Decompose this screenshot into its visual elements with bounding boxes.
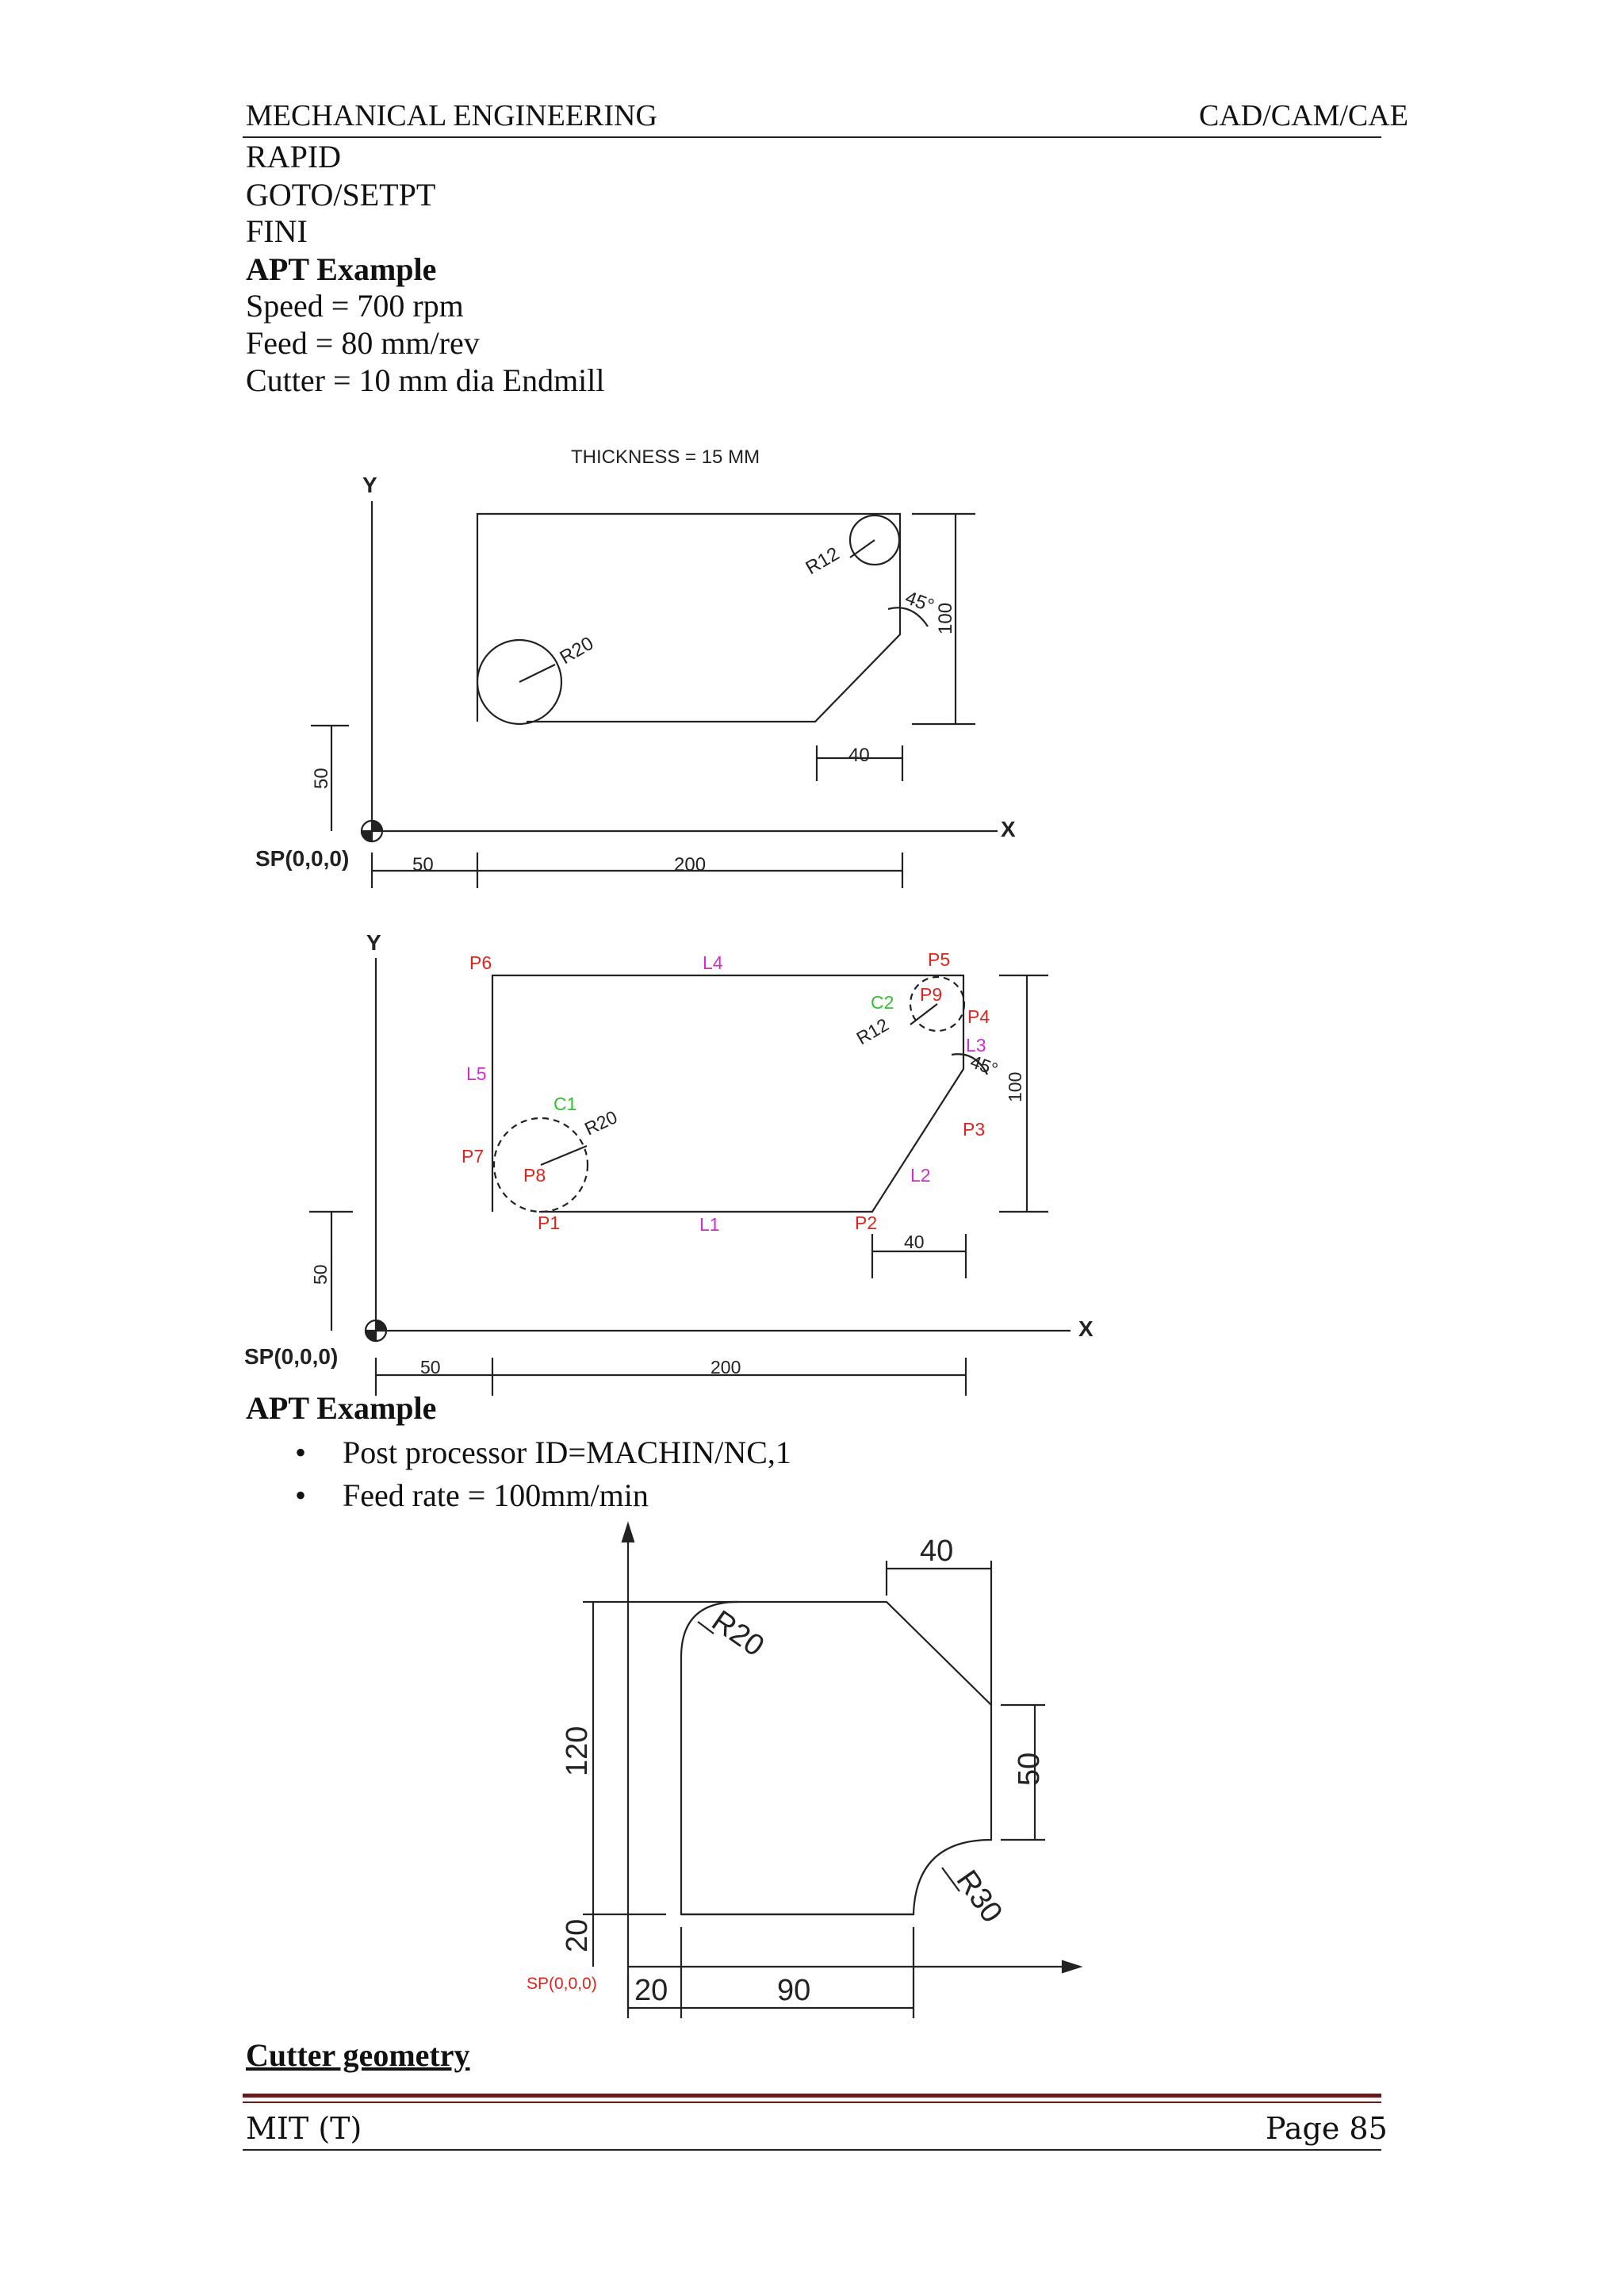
text-rapid: RAPID	[246, 139, 342, 174]
fig1-d200: 200	[674, 854, 707, 875]
fig2-c2: C2	[871, 992, 894, 1013]
fig2-c1: C1	[553, 1094, 577, 1114]
bullet-dot-2: •	[295, 1477, 307, 1513]
bullet-post-processor: Post processor ID=MACHIN/NC,1	[343, 1435, 791, 1470]
bullet-feed-rate: Feed rate = 100mm/min	[343, 1477, 649, 1513]
fig3-d20-horizontal: 20	[634, 1974, 668, 2007]
fig3-d50: 50	[1013, 1752, 1046, 1786]
fig2-x-label: X	[1078, 1316, 1094, 1341]
fig1-sp-label: SP(0,0,0)	[255, 846, 350, 871]
heading-cutter-geometry: Cutter geometry	[246, 2037, 470, 2073]
fig1-y-label: Y	[362, 473, 377, 497]
fig1-d100: 100	[935, 602, 956, 634]
fig2-p5: P5	[928, 949, 951, 970]
fig1-d40: 40	[848, 745, 870, 766]
fig3-d90: 90	[777, 1974, 811, 2007]
text-fini: FINI	[246, 213, 308, 249]
fig3-d120: 120	[561, 1726, 594, 1776]
fig2-l1: L1	[699, 1214, 720, 1235]
fig2-l4: L4	[703, 952, 723, 973]
fig2-r12: R12	[852, 1013, 893, 1049]
fig2-l2: L2	[910, 1165, 931, 1186]
heading-apt-example-1: APT Example	[246, 251, 437, 287]
fig1-x-label: X	[1001, 817, 1016, 841]
fig1-r20: R20	[556, 632, 598, 669]
fig2-l5: L5	[466, 1063, 487, 1084]
fig2-d200: 200	[710, 1357, 741, 1377]
text-goto: GOTO/SETPT	[246, 177, 436, 213]
fig2-p9: P9	[920, 984, 943, 1005]
fig2-p2: P2	[855, 1213, 878, 1233]
footer-rule-thick	[243, 2094, 1381, 2098]
fig3-r20: R20	[705, 1603, 771, 1664]
fig3-d20-vertical: 20	[561, 1918, 594, 1952]
header-left: MECHANICAL ENGINEERING	[246, 99, 657, 132]
figure-1-labels	[255, 446, 1016, 875]
footer-bottom-rule	[243, 2149, 1381, 2151]
figure-1	[311, 501, 998, 888]
fig1-d50-vertical: 50	[311, 768, 332, 789]
fig2-p3: P3	[963, 1119, 986, 1140]
figure-2-labels	[244, 930, 1094, 1377]
fig1-outline	[477, 514, 900, 722]
fig2-l3: L3	[966, 1035, 986, 1056]
bullet-dot-1: •	[295, 1435, 307, 1470]
fig3-d40: 40	[920, 1534, 954, 1568]
fig2-d50-vertical: 50	[310, 1264, 331, 1285]
fig2-r20: R20	[581, 1106, 621, 1140]
figure-3-labels	[527, 1534, 1046, 2007]
figure-2	[309, 958, 1071, 1396]
fig3-sp-label: SP(0,0,0)	[527, 1975, 597, 1993]
fig2-y-label: Y	[366, 930, 381, 955]
footer-left: MIT (T)	[246, 2111, 362, 2146]
fig2-angle: 45°	[967, 1051, 1001, 1080]
fig1-r12: R12	[802, 542, 844, 580]
fig2-sp-label: SP(0,0,0)	[244, 1344, 339, 1369]
fig2-p7: P7	[462, 1146, 485, 1167]
heading-apt-example-2: APT Example	[246, 1390, 437, 1426]
text-feed: Feed = 80 mm/rev	[246, 325, 480, 361]
footer-page-number: Page 85	[1266, 2111, 1388, 2146]
fig2-p6: P6	[469, 952, 492, 973]
fig3-outline	[681, 1602, 991, 1914]
footer-rule-thin	[243, 2102, 1381, 2103]
fig1-d50-horizontal: 50	[412, 854, 434, 875]
fig3-r30: R30	[949, 1864, 1009, 1929]
figure-3	[583, 1524, 1080, 2018]
fig2-d40: 40	[904, 1232, 925, 1252]
fig2-p4: P4	[967, 1006, 990, 1027]
fig2-p1: P1	[538, 1213, 561, 1233]
text-cutter: Cutter = 10 mm dia Endmill	[246, 362, 605, 398]
fig1-angle: 45°	[902, 587, 937, 618]
fig1-thickness: THICKNESS = 15 MM	[571, 446, 760, 468]
fig2-d50-horizontal: 50	[420, 1357, 441, 1377]
header-right: CAD/CAM/CAE	[1199, 99, 1408, 132]
fig2-d100: 100	[1005, 1071, 1025, 1102]
text-speed: Speed = 700 rpm	[246, 288, 464, 324]
fig2-p8: P8	[523, 1165, 546, 1186]
